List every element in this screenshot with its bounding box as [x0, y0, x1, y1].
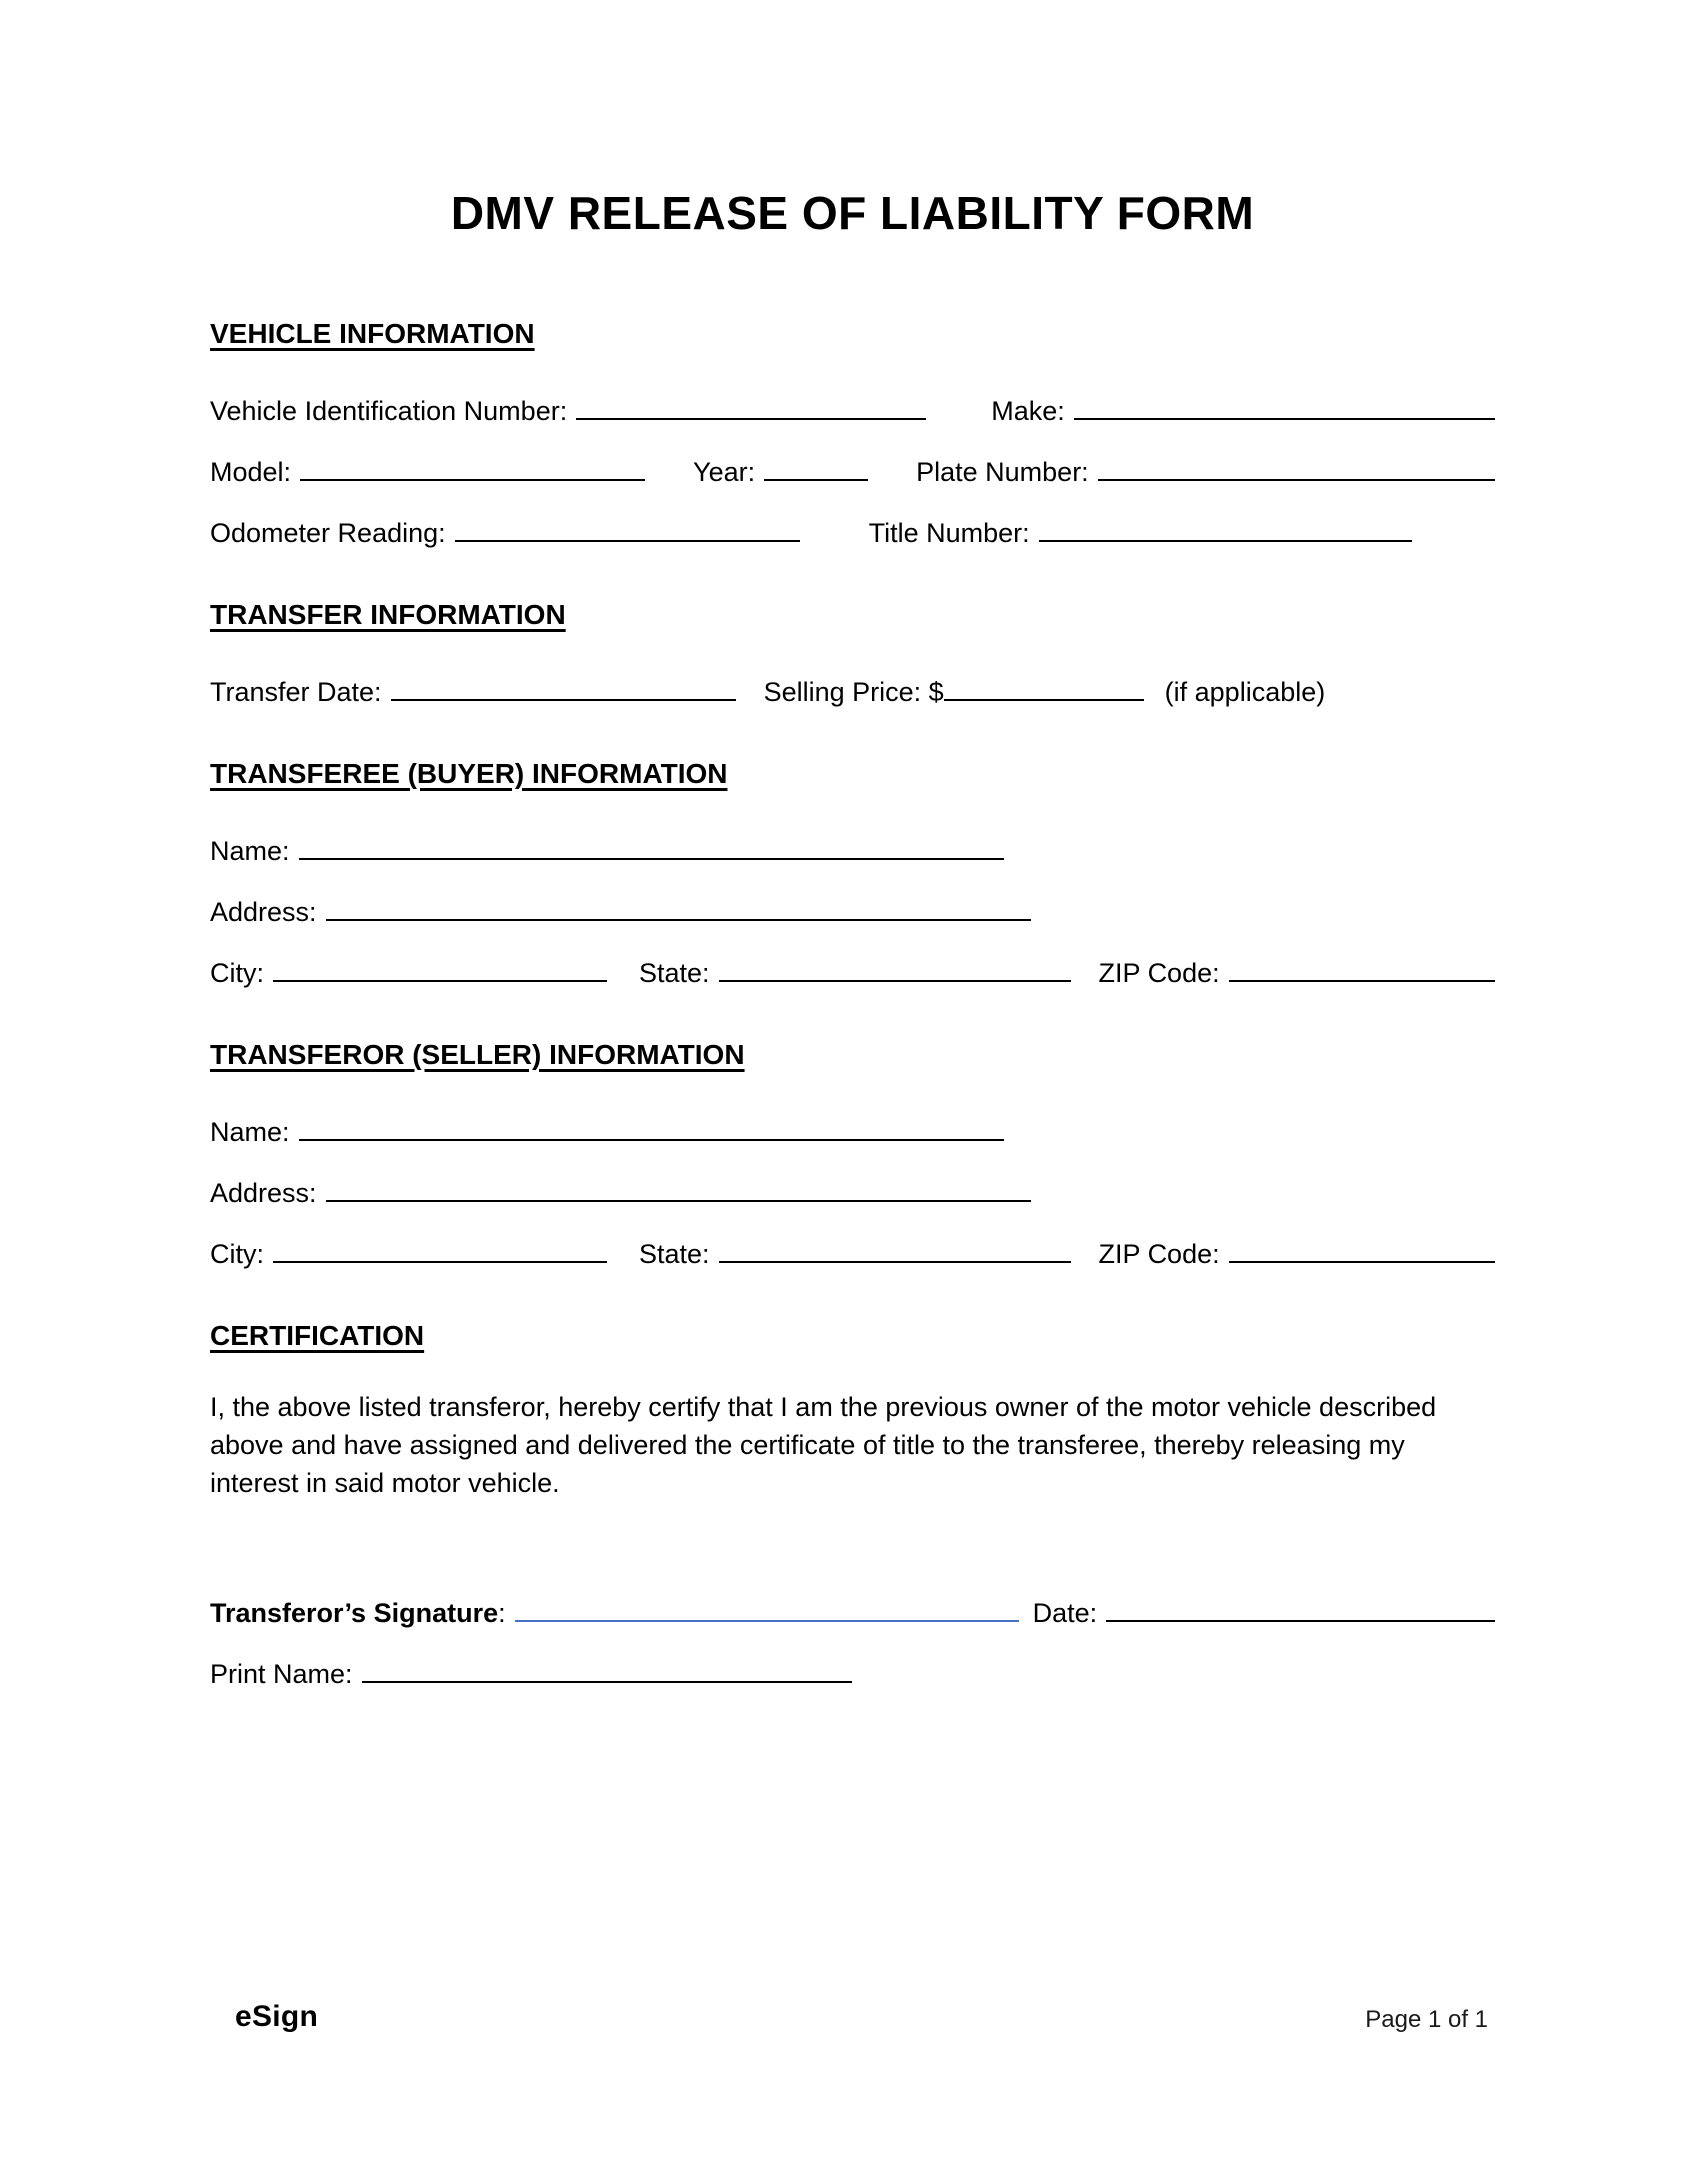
signature-date-line[interactable]: [1106, 1594, 1495, 1622]
print-name-line[interactable]: [362, 1655, 852, 1683]
selling-price-label: Selling Price: $: [763, 677, 944, 707]
transferee-address-label: Address:: [210, 897, 317, 927]
transfer-date-line[interactable]: [391, 673, 736, 701]
make-line[interactable]: [1074, 392, 1495, 420]
transferor-city-label: City:: [210, 1239, 264, 1269]
plate-number-line[interactable]: [1098, 453, 1495, 481]
vehicle-row-vin-make: [210, 392, 1495, 429]
signature-row: [210, 1594, 1495, 1631]
section-signature: [210, 1594, 1495, 1692]
transferee-city-label: City:: [210, 958, 264, 988]
section-transferee-information: [210, 756, 1495, 991]
signature-date-label: Date:: [1032, 1598, 1098, 1628]
transferor-information-heading: TRANSFEROR (SELLER) INFORMATION: [210, 1039, 745, 1070]
transferor-name-line[interactable]: [299, 1113, 1004, 1141]
title-number-line[interactable]: [1039, 514, 1412, 542]
print-name-row: [210, 1655, 1495, 1692]
transferor-address-line[interactable]: [326, 1174, 1031, 1202]
transferor-address-label: Address:: [210, 1178, 317, 1208]
transferee-state-line[interactable]: [719, 954, 1071, 982]
certification-heading: CERTIFICATION: [210, 1320, 425, 1351]
vehicle-row-model-year-plate: [210, 453, 1495, 490]
plate-number-label: Plate Number:: [916, 457, 1089, 487]
transfer-date-label: Transfer Date:: [210, 677, 382, 707]
transferee-city-line[interactable]: [273, 954, 607, 982]
transferor-state-line[interactable]: [719, 1235, 1071, 1263]
transferee-row-city-state-zip: [210, 954, 1495, 991]
vin-label: Vehicle Identification Number:: [210, 396, 568, 426]
transferor-zip-label: ZIP Code:: [1098, 1239, 1220, 1269]
transferee-address-line[interactable]: [326, 893, 1031, 921]
vin-line[interactable]: [576, 392, 926, 420]
transfer-information-heading: TRANSFER INFORMATION: [210, 599, 566, 630]
transferor-name-label: Name:: [210, 1117, 290, 1147]
transferor-row-name: [210, 1113, 1495, 1150]
transferee-name-label: Name:: [210, 836, 290, 866]
transfer-row-date-price: [210, 673, 1495, 710]
page-number: Page 1 of 1: [1365, 2006, 1488, 2033]
page-title: DMV RELEASE OF LIABILITY FORM: [450, 187, 1255, 239]
vehicle-information-heading: VEHICLE INFORMATION: [210, 318, 535, 349]
transferee-information-heading: TRANSFEREE (BUYER) INFORMATION: [210, 758, 728, 789]
odometer-label: Odometer Reading:: [210, 518, 446, 548]
certification-statement: I, the above listed transferor, hereby certify that I am the previous owner of the motor vehicle described above and have assigned and delivered the certificate of title to the transferee, thereby releasing my interest in said motor vehicle.: [210, 1392, 1437, 1498]
model-line[interactable]: [300, 453, 645, 481]
transferor-row-address: [210, 1174, 1495, 1211]
year-label: Year:: [693, 457, 756, 487]
transferee-state-label: State:: [639, 958, 710, 988]
print-name-label: Print Name:: [210, 1659, 353, 1689]
year-line[interactable]: [764, 453, 868, 481]
if-applicable-note: (if applicable): [1164, 677, 1326, 707]
transferee-row-name: [210, 832, 1495, 869]
page-footer: [235, 2000, 1488, 2034]
section-transfer-information: [210, 597, 1495, 710]
transferor-state-label: State:: [639, 1239, 710, 1269]
transferee-row-address: [210, 893, 1495, 930]
esign-logo: eSign: [235, 2000, 319, 2033]
odometer-line[interactable]: [455, 514, 800, 542]
signature-label-colon: :: [498, 1598, 506, 1628]
transferor-signature-label: Transferor’s Signature: [210, 1598, 499, 1628]
transferor-signature-line[interactable]: [515, 1594, 1019, 1622]
model-label: Model:: [210, 457, 292, 487]
transferee-zip-line[interactable]: [1229, 954, 1495, 982]
selling-price-line[interactable]: [944, 673, 1144, 701]
vehicle-row-odometer-title: [210, 514, 1495, 551]
section-transferor-information: [210, 1037, 1495, 1272]
transferor-zip-line[interactable]: [1229, 1235, 1495, 1263]
transferor-row-city-state-zip: [210, 1235, 1495, 1272]
section-vehicle-information: [210, 316, 1495, 551]
make-label: Make:: [991, 396, 1065, 426]
transferee-name-line[interactable]: [299, 832, 1004, 860]
transferee-zip-label: ZIP Code:: [1098, 958, 1220, 988]
title-number-label: Title Number:: [868, 518, 1030, 548]
transferor-city-line[interactable]: [273, 1235, 607, 1263]
section-certification: [210, 1318, 1495, 1502]
